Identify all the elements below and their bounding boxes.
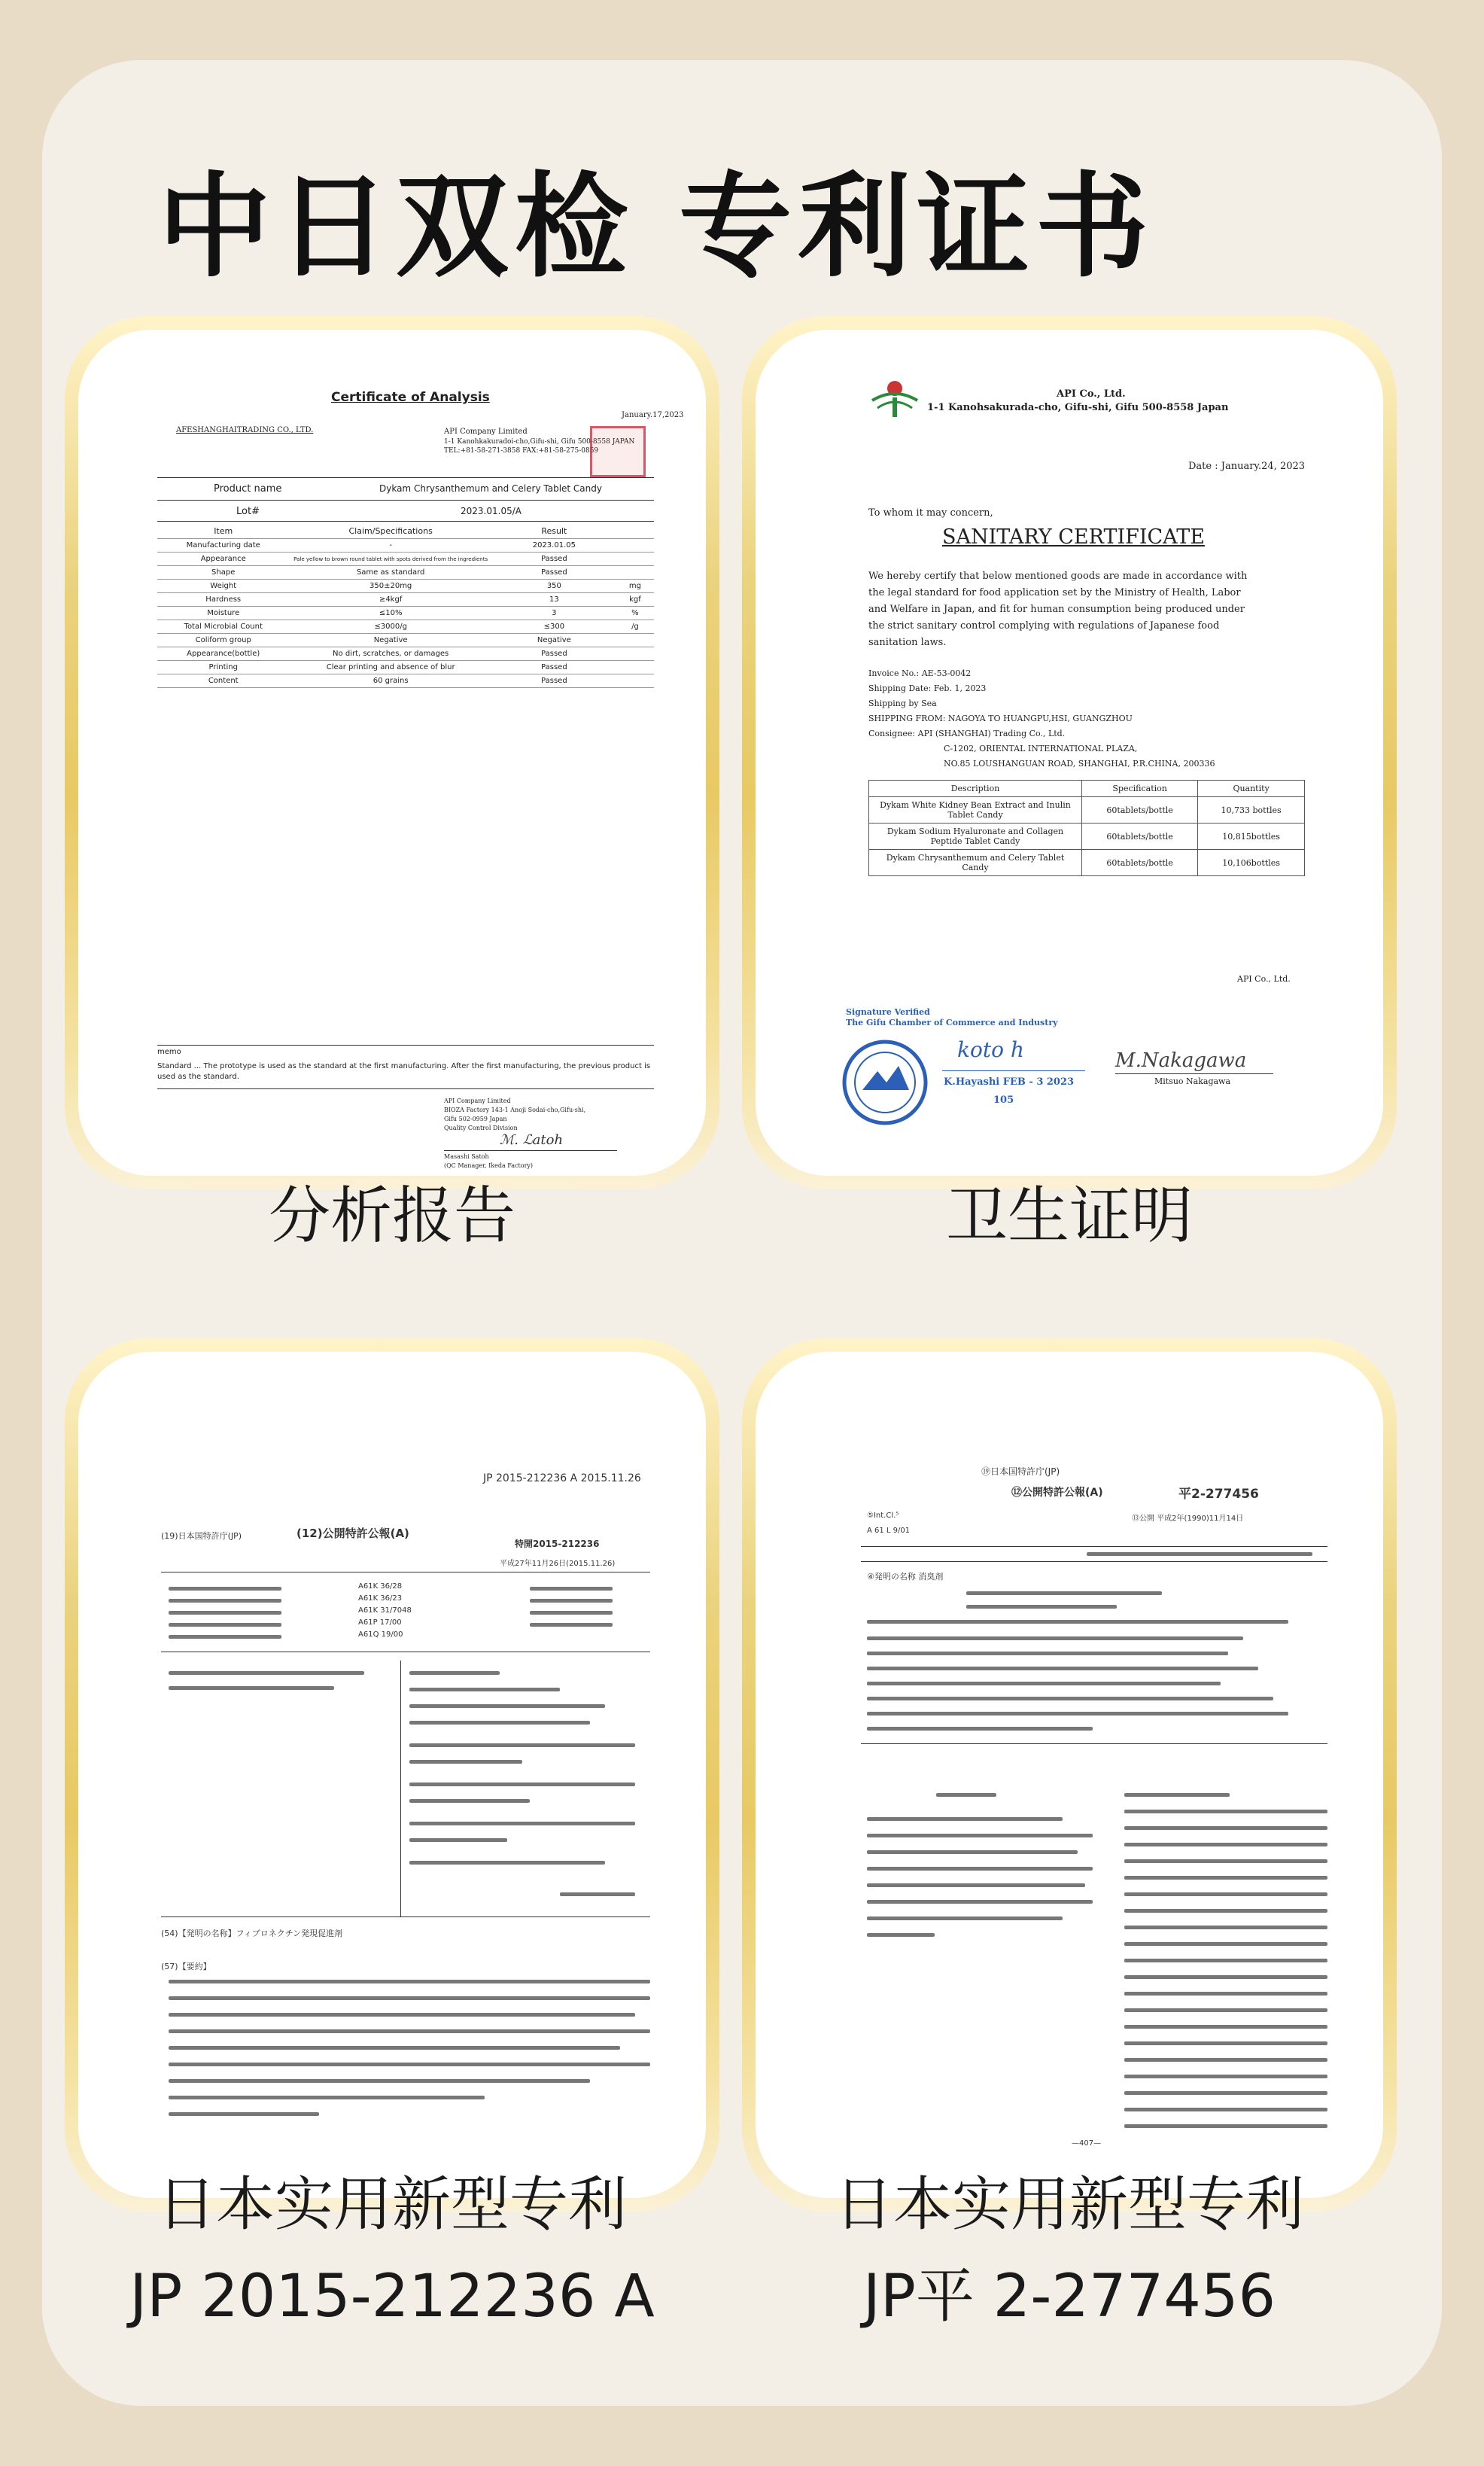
coa-rule	[157, 500, 654, 501]
memo-text: Standard ... The prototype is used as the standard at the first manufacturing. After the first manufacturing, the previous product is used as the standard.	[157, 1062, 651, 1081]
footer-company: API Company Limited	[444, 1098, 511, 1104]
san-body-line: and Welfare in Japan, and fit for human consumption being produced under	[868, 604, 1245, 615]
patent-column-divider	[400, 1661, 401, 1916]
abstract-line	[169, 2079, 590, 2083]
table-cell: Pale yellow to brown round tablet with spots derived from the ingredients	[289, 553, 491, 566]
patent-class: A61K 36/23	[358, 1594, 403, 1603]
bib-line	[966, 1591, 1162, 1595]
column-header: Description	[869, 781, 1082, 797]
applicant-line	[409, 1838, 507, 1842]
table-header-row	[869, 781, 1305, 797]
desc-line	[1124, 1826, 1327, 1830]
patent-class: A61K 31/7048	[358, 1606, 412, 1615]
abstract-line	[169, 2013, 635, 2017]
verifier-number: 105	[993, 1094, 1014, 1106]
coa-lot-label: Lot#	[236, 506, 260, 517]
table-cell: Shape	[157, 566, 289, 580]
desc-line	[1124, 1892, 1327, 1896]
red-company-seal	[590, 426, 646, 477]
coa-company-address: 1-1 Kanohkakuradoi-cho,Gifu-shi, Gifu 500-8558 JAPAN	[444, 438, 635, 446]
desc-line	[1124, 1959, 1327, 1962]
table-cell: -	[289, 539, 491, 553]
san-signer: Mitsuo Nakagawa	[1154, 1076, 1231, 1086]
claim-line	[867, 1883, 1085, 1887]
table-cell	[616, 634, 654, 647]
san-consignee-address: NO.85 LOUSHANGUAN ROAD, SHANGHAI, P.R.CHINA, 200336	[944, 759, 1215, 769]
coa-rule	[157, 477, 654, 478]
san-ship-by: Shipping by Sea	[868, 699, 937, 708]
table-cell: Total Microbial Count	[157, 620, 289, 634]
table-cell: Dykam Chrysanthemum and Celery Tablet Candy	[869, 850, 1082, 876]
certificate-card-sanitary	[742, 316, 1397, 1189]
abstract-line	[169, 2112, 319, 2116]
table-cell	[616, 566, 654, 580]
class-code-line	[169, 1599, 281, 1603]
applicant-line	[409, 1822, 635, 1825]
certificate-card-analysis	[65, 316, 719, 1189]
san-body-line: We hereby certify that below mentioned goods are made in accordance with	[868, 571, 1248, 582]
caption-patent-type: 日本实用新型专利	[834, 2171, 1304, 2239]
signer-rule	[1115, 1073, 1273, 1074]
applicant-line	[409, 1760, 522, 1764]
patent-page-number: —407—	[1072, 2139, 1102, 2148]
column-header: Claim/Specifications	[289, 524, 491, 539]
bib-line	[966, 1605, 1117, 1609]
san-body-line: the legal standard for food application set by the Ministry of Health, Labor	[868, 587, 1241, 598]
patent-header: JP 2015-212236 A 2015.11.26	[483, 1472, 641, 1484]
coa-company-tel: TEL:+81-58-271-3858 FAX:+81-58-275-0859	[444, 447, 599, 455]
table-cell: 60 grains	[289, 674, 491, 688]
abstract-line	[169, 1996, 650, 2000]
patent-rule	[861, 1561, 1327, 1562]
table-cell	[616, 647, 654, 661]
column-header: Quantity	[1198, 781, 1305, 797]
patent-class: A 61 L 9/01	[867, 1527, 911, 1535]
patent-card-jph2	[742, 1338, 1397, 2212]
table-row	[157, 553, 654, 566]
table-cell: Weight	[157, 580, 289, 593]
signature-rule	[444, 1150, 617, 1151]
table-cell: Passed	[492, 553, 616, 566]
signer-name: Masashi Satoh	[444, 1153, 489, 1160]
class-code-line	[169, 1623, 281, 1627]
table-cell: Passed	[492, 566, 616, 580]
class-code-line	[169, 1635, 281, 1639]
patent-rule	[861, 1743, 1327, 1744]
verified-label: Signature Verified	[846, 1007, 930, 1017]
patent-pub-date: ⑬公開 平成2年(1990)11月14日	[1132, 1515, 1244, 1523]
table-cell: Clear printing and absence of blur	[289, 661, 491, 674]
table-cell: Appearance	[157, 553, 289, 566]
chamber-seal-icon	[840, 1037, 930, 1128]
patent-office: (19)日本国特許庁(JP)	[161, 1531, 242, 1541]
table-row	[157, 607, 654, 620]
table-row	[157, 539, 654, 553]
table-row	[157, 566, 654, 580]
patent-invention-title: (54)【発明の名称】フィブロネクチン発現促進剤	[161, 1929, 343, 1938]
column-header: Result	[492, 524, 616, 539]
table-cell: ≥4kgf	[289, 593, 491, 607]
table-cell: 350±20mg	[289, 580, 491, 593]
patent-kind: ⑫公開特許公報(A)	[1011, 1487, 1103, 1499]
table-cell: 60tablets/bottle	[1082, 797, 1198, 824]
desc-line	[1124, 2091, 1327, 2095]
abstract-line	[169, 2096, 485, 2099]
san-invoice: Invoice No.: AE-53-0042	[868, 668, 972, 678]
table-row	[869, 797, 1305, 824]
table-row	[157, 647, 654, 661]
san-goods-table	[868, 780, 1305, 876]
applicant-line	[409, 1721, 590, 1725]
table-cell: Hardness	[157, 593, 289, 607]
applicant-line	[169, 1686, 334, 1690]
table-row	[157, 661, 654, 674]
table-cell: 350	[492, 580, 616, 593]
patent-document-jph2	[756, 1352, 1383, 2198]
theme-code-line	[530, 1587, 613, 1591]
memo-rule	[157, 1088, 654, 1089]
desc-line	[1124, 2075, 1327, 2078]
page-headline: 中日双检 专利证书	[158, 160, 1155, 293]
table-cell: ≤3000/g	[289, 620, 491, 634]
desc-line	[1124, 2124, 1327, 2128]
patent-number: 平2-277456	[1178, 1487, 1259, 1502]
desc-line	[1124, 2008, 1327, 2012]
table-cell: Passed	[492, 674, 616, 688]
table-cell	[616, 539, 654, 553]
caption-patent-number: JP 2015-212236 A	[129, 2263, 655, 2331]
patent-class: A61Q 19/00	[358, 1630, 403, 1639]
san-company: API Co., Ltd.	[1057, 388, 1126, 400]
verified-chamber: The Gifu Chamber of Commerce and Industry	[846, 1018, 1058, 1028]
footer-division: Quality Control Division	[444, 1125, 518, 1131]
san-title: SANITARY CERTIFICATE	[942, 525, 1205, 549]
patent-class: A61K 36/28	[358, 1582, 403, 1591]
table-cell: Passed	[492, 647, 616, 661]
table-cell: kgf	[616, 593, 654, 607]
applicant-line	[409, 1671, 500, 1675]
verifier-stamp: K.Hayashi FEB - 3 2023	[944, 1076, 1075, 1088]
table-cell: 10,106bottles	[1198, 850, 1305, 876]
coa-product-label: Product name	[214, 483, 282, 495]
patent-kind: (12)公開特許公報(A)	[296, 1527, 409, 1540]
patent-pub-date: 平成27年11月26日(2015.11.26)	[500, 1560, 616, 1568]
patent-number: 特開2015-212236	[515, 1539, 600, 1549]
table-cell	[616, 661, 654, 674]
applicant-line	[409, 1783, 635, 1786]
san-ship-date: Shipping Date: Feb. 1, 2023	[868, 683, 987, 693]
table-cell: Coliform group	[157, 634, 289, 647]
table-cell: Appearance(bottle)	[157, 647, 289, 661]
class-code-line	[169, 1611, 281, 1615]
patent-card-jp2015	[65, 1338, 719, 2212]
caption-analysis-report: 分析报告	[268, 1180, 515, 1252]
table-cell: Same as standard	[289, 566, 491, 580]
table-cell: Content	[157, 674, 289, 688]
applicant-line	[560, 1892, 635, 1896]
applicant-line	[409, 1799, 530, 1803]
table-cell: Negative	[492, 634, 616, 647]
table-cell: /g	[616, 620, 654, 634]
table-cell: 3	[492, 607, 616, 620]
san-ship-from: SHIPPING FROM: NAGOYA TO HUANGPU,HSI, GUANGZHOU	[868, 714, 1133, 723]
table-row	[869, 824, 1305, 850]
abstract-line	[169, 2046, 620, 2050]
applicant-line	[409, 1861, 605, 1865]
claim-line	[867, 1916, 1063, 1920]
san-date: Date : January.24, 2023	[1188, 461, 1306, 472]
analysis-document	[78, 330, 706, 1176]
bib-line	[867, 1682, 1221, 1685]
patent-rule	[161, 1916, 650, 1917]
memo-label: memo	[157, 1048, 181, 1056]
abstract-line	[169, 1980, 650, 1983]
caption-patent-number: JP平 2-277456	[862, 2263, 1276, 2331]
applicant-line	[409, 1743, 635, 1747]
san-consignee-address: C-1202, ORIENTAL INTERNATIONAL PLAZA,	[944, 744, 1138, 754]
theme-code-line	[530, 1599, 613, 1603]
table-cell: 60tablets/bottle	[1082, 824, 1198, 850]
abstract-label: (57)【要約】	[161, 1962, 211, 1971]
table-cell: %	[616, 607, 654, 620]
desc-line	[1124, 1843, 1327, 1846]
exam-line	[1087, 1552, 1312, 1556]
desc-line	[1124, 1909, 1327, 1913]
patent-document-jp2015	[78, 1352, 706, 2198]
table-cell: No dirt, scratches, or damages	[289, 647, 491, 661]
caption-sanitary-certificate: 卫生证明	[945, 1180, 1193, 1252]
coa-company-name: API Company Limited	[444, 428, 528, 436]
desc-line	[1124, 1942, 1327, 1946]
theme-code-line	[530, 1611, 613, 1615]
signer-title: (QC Manager, Ikeda Factory)	[444, 1162, 534, 1169]
san-body-line: sanitation laws.	[868, 637, 947, 648]
abstract-line	[169, 2063, 650, 2066]
verifier-signature: koto h	[957, 1037, 1024, 1062]
table-cell: 13	[492, 593, 616, 607]
table-cell	[616, 674, 654, 688]
table-cell: mg	[616, 580, 654, 593]
claim-line	[867, 1834, 1093, 1837]
table-header-row	[157, 524, 654, 539]
desc-line	[1124, 2025, 1327, 2029]
desc-line	[1124, 1992, 1327, 1996]
bib-line	[867, 1636, 1243, 1640]
desc-line	[1124, 1859, 1327, 1863]
desc-line	[1124, 1810, 1327, 1813]
bib-line	[867, 1727, 1093, 1731]
table-cell: Manufacturing date	[157, 539, 289, 553]
desc-line	[1124, 1876, 1327, 1880]
table-row	[157, 593, 654, 607]
table-row	[157, 620, 654, 634]
applicant-line	[169, 1671, 364, 1675]
column-header: Item	[157, 524, 289, 539]
caption-patent-jph2	[722, 2159, 1416, 2343]
bib-line	[867, 1620, 1288, 1624]
claim-line	[867, 1933, 935, 1937]
claim-line	[867, 1900, 1093, 1904]
patent-rule	[861, 1546, 1327, 1547]
coa-lot-value: 2023.01.05/A	[461, 506, 522, 516]
bib-line	[867, 1712, 1288, 1716]
san-salutation: To whom it may concern,	[868, 507, 993, 519]
table-cell	[616, 553, 654, 566]
table-row	[157, 634, 654, 647]
applicant-line	[409, 1688, 560, 1691]
table-row	[157, 674, 654, 688]
claim-line	[867, 1867, 1093, 1871]
claim-line	[867, 1817, 1063, 1821]
caption-patent-type: 日本实用新型专利	[157, 2171, 627, 2239]
sanitary-document	[756, 330, 1383, 1176]
coa-rule	[157, 521, 654, 522]
desc-line	[1124, 2108, 1327, 2111]
coa-date: January.17,2023	[622, 411, 684, 419]
patent-office: ⑲日本国特許庁(JP)	[981, 1466, 1060, 1477]
footer-address-2: Gifu 502-0959 Japan	[444, 1116, 507, 1122]
handwritten-signature: ℳ. ℒatoh	[500, 1132, 564, 1148]
table-row	[157, 580, 654, 593]
san-sign-company: API Co., Ltd.	[1237, 974, 1291, 984]
table-cell: 60tablets/bottle	[1082, 850, 1198, 876]
applicant-line	[409, 1704, 605, 1708]
patent-class: A61P 17/00	[358, 1618, 402, 1627]
table-cell: Printing	[157, 661, 289, 674]
abstract-line	[169, 2029, 650, 2033]
desc-line	[1124, 1975, 1327, 1979]
desc-line	[1124, 1793, 1230, 1797]
table-cell: Negative	[289, 634, 491, 647]
class-code-line	[169, 1587, 281, 1591]
patent-invention-name: ④発明の名称 消臭剤	[867, 1572, 944, 1582]
api-logo-icon	[868, 376, 921, 422]
table-cell: Passed	[492, 661, 616, 674]
theme-code-line	[530, 1623, 613, 1627]
table-cell: Moisture	[157, 607, 289, 620]
coa-title: Certificate of Analysis	[331, 390, 490, 405]
bib-line	[867, 1667, 1258, 1670]
san-address: 1-1 Kanohsakurada-cho, Gifu-shi, Gifu 500-8558 Japan	[927, 402, 1229, 413]
desc-line	[1124, 2058, 1327, 2062]
table-row	[869, 850, 1305, 876]
table-cell: 2023.01.05	[492, 539, 616, 553]
table-cell: ≤10%	[289, 607, 491, 620]
patent-int-cl: ⑤Int.Cl.⁵	[867, 1512, 899, 1520]
column-header-unit	[616, 524, 654, 539]
table-cell: 10,733 bottles	[1198, 797, 1305, 824]
desc-line	[1124, 2041, 1327, 2045]
claim-line	[867, 1850, 1078, 1854]
verifier-rule	[942, 1070, 1085, 1071]
bib-line	[867, 1697, 1273, 1700]
caption-patent-jp2015	[45, 2159, 739, 2343]
table-cell: Dykam Sodium Hyaluronate and Collagen Peptide Tablet Candy	[869, 824, 1082, 850]
bib-line	[867, 1652, 1228, 1655]
column-header: Specification	[1082, 781, 1198, 797]
san-consignee: Consignee: API (SHANGHAI) Trading Co., Ltd.	[868, 729, 1066, 738]
table-cell: Dykam White Kidney Bean Extract and Inulin Tablet Candy	[869, 797, 1082, 824]
spec-heading	[936, 1793, 996, 1797]
coa-from: AFESHANGHAITRADING CO., LTD.	[176, 426, 314, 434]
coa-results-table	[157, 524, 654, 688]
san-body-line: the strict sanitary control complying with regulations of Japanese food	[868, 620, 1220, 632]
table-cell: 10,815bottles	[1198, 824, 1305, 850]
memo-rule	[157, 1045, 654, 1046]
desc-line	[1124, 1926, 1327, 1929]
coa-product-value: Dykam Chrysanthemum and Celery Tablet Candy	[379, 483, 602, 494]
table-cell: ≤300	[492, 620, 616, 634]
handwritten-signature: M.Nakagawa	[1115, 1049, 1247, 1072]
footer-address: BIOZA Factory 143-1 Anoji Sodai-cho,Gifu-shi,	[444, 1107, 586, 1113]
